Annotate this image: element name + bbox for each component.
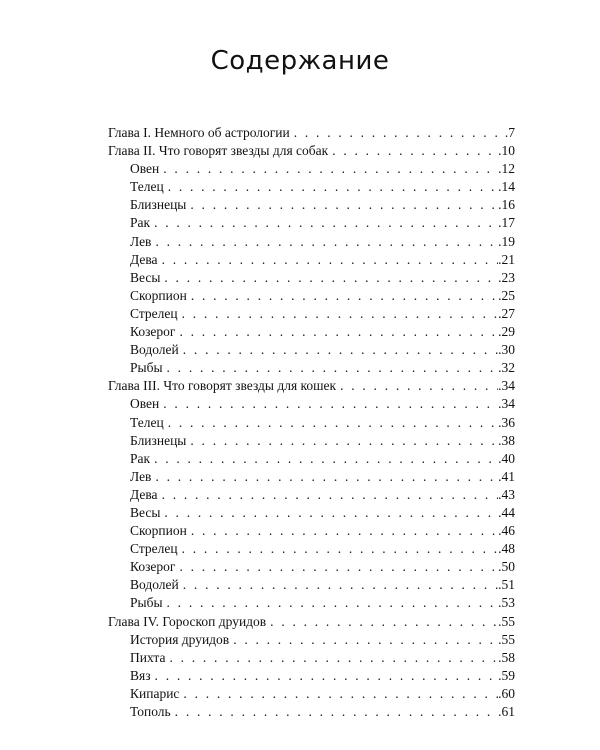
toc-entry-page: .12 [498,161,515,177]
toc-subentry [108,251,515,269]
toc-entry-page: .30 [498,342,515,358]
dot-leader [168,178,498,196]
dot-leader [332,142,498,160]
toc-subentry [108,468,515,486]
toc-entry-page: .32 [498,360,515,376]
toc-entry-label: Овен [130,396,160,412]
toc-entry-label: Овен [130,161,160,177]
dot-leader [294,124,505,142]
toc-subentry [108,576,515,594]
toc-entry-page: .10 [498,143,515,159]
toc-chapter [108,142,515,160]
toc-subentry [108,214,515,232]
toc-subentry [108,649,515,667]
toc-entry-page: .34 [498,378,515,394]
toc-entry-page: .34 [498,396,515,412]
toc-entry-page: .55 [498,631,515,647]
toc-entry-label: Вяз [130,667,151,683]
toc-entry-label: Дева [130,251,158,267]
toc-entry-label: Пихта [130,649,166,665]
dot-leader [190,432,498,450]
toc-entry-label: Стрелец [130,305,178,321]
toc-entry-page: .48 [498,541,515,557]
dot-leader [163,395,498,413]
toc-subentry [108,540,515,558]
dot-leader [164,504,498,522]
toc-entry-label: Рыбы [130,360,163,376]
dot-leader [168,414,498,432]
toc-entry-page: .29 [498,324,515,340]
toc-entry-page: .38 [498,432,515,448]
toc-entry-label: Рыбы [130,595,163,611]
toc-chapter [108,613,515,631]
toc-entry-label: Рак [130,215,151,231]
dot-leader [154,450,498,468]
toc-entry-label: Рак [130,450,151,466]
dot-leader [167,594,499,612]
toc-subentry [108,359,515,377]
dot-leader [183,685,498,703]
dot-leader [191,522,498,540]
toc-entry-page: .27 [498,305,515,321]
dot-leader [190,196,498,214]
toc-entry-page: .41 [498,468,515,484]
toc-entry-page: .36 [498,414,515,430]
toc-subentry [108,287,515,305]
toc-subentry [108,196,515,214]
toc-entry-label: Водолей [130,577,179,593]
toc-entry-page: .53 [498,595,515,611]
toc-entry-page: .16 [498,197,515,213]
toc-entry-label: Глава IV. Гороскоп друидов [108,613,267,629]
dot-leader [233,631,498,649]
toc-entry-label: Стрелец [130,541,178,557]
dot-leader [183,576,498,594]
dot-leader [162,251,499,269]
toc-entry-label: Дева [130,486,158,502]
toc-entry-page: .17 [498,215,515,231]
toc-entry-page: .43 [498,486,515,502]
dot-leader [270,613,498,631]
toc-entry-page: .14 [498,179,515,195]
toc-subentry [108,233,515,251]
table-of-contents [108,124,515,721]
toc-entry-page: .23 [498,269,515,285]
page-title: Содержание [210,46,390,76]
toc-entry-label: Лев [130,468,152,484]
dot-leader [179,323,498,341]
toc-entry-label: Кипарис [130,685,180,701]
toc-entry-page: .51 [498,577,515,593]
dot-leader [191,287,498,305]
dot-leader [154,214,498,232]
toc-entry-label: Глава III. Что говорят звезды для кошек [108,378,337,394]
toc-subentry [108,450,515,468]
toc-subentry [108,558,515,576]
toc-subentry [108,305,515,323]
dot-leader [182,540,499,558]
dot-leader [175,703,498,721]
toc-entry-label: Козерог [130,559,176,575]
toc-subentry [108,504,515,522]
dot-leader [183,341,498,359]
dot-leader [155,468,498,486]
dot-leader [163,160,498,178]
dot-leader [164,269,498,287]
toc-subentry [108,395,515,413]
toc-entry-label: Телец [130,414,164,430]
toc-entry-page: .58 [498,649,515,665]
toc-entry-label: Лев [130,233,152,249]
toc-subentry [108,631,515,649]
toc-subentry [108,703,515,721]
toc-entry-page: .25 [498,287,515,303]
toc-subentry [108,594,515,612]
toc-subentry [108,432,515,450]
toc-entry-page: .46 [498,523,515,539]
toc-subentry [108,685,515,703]
toc-entry-label: Тополь [130,704,171,719]
toc-entry-page: .50 [498,559,515,575]
dot-leader [162,486,499,504]
toc-entry-label: Близнецы [130,432,187,448]
dot-leader [169,649,498,667]
toc-subentry [108,323,515,341]
dot-leader [155,667,499,685]
toc-entry-label: Весы [130,504,161,520]
toc-subentry [108,160,515,178]
toc-entry-page: .40 [498,450,515,466]
toc-subentry [108,414,515,432]
toc-entry-page: .44 [498,504,515,520]
toc-entry-label: Глава II. Что говорят звезды для собак [108,143,329,159]
toc-entry-label: Скорпион [130,523,187,539]
toc-subentry [108,269,515,287]
toc-entry-label: Близнецы [130,197,187,213]
dot-leader [182,305,499,323]
toc-entry-page: .60 [498,685,515,701]
toc-entry-label: Козерог [130,324,176,340]
toc-entry-page: .19 [498,233,515,249]
toc-entry-page: .59 [498,667,515,683]
toc-entry-label: История друидов [130,631,230,647]
dot-leader [340,377,498,395]
toc-chapter [108,124,515,142]
toc-entry-label: Телец [130,179,164,195]
toc-entry-label: Глава I. Немного об астрологии [108,125,290,140]
toc-subentry [108,341,515,359]
toc-entry-label: Весы [130,269,161,285]
toc-subentry [108,178,515,196]
toc-chapter [108,377,515,395]
toc-entry-label: Скорпион [130,287,187,303]
dot-leader [167,359,499,377]
toc-subentry [108,522,515,540]
toc-subentry [108,667,515,685]
dot-leader [155,233,498,251]
toc-entry-page: .61 [498,704,515,719]
toc-entry-page: .55 [498,613,515,629]
toc-subentry [108,486,515,504]
toc-entry-label: Водолей [130,342,179,358]
toc-entry-page: .21 [498,251,515,267]
dot-leader [179,558,498,576]
toc-entry-page: .7 [504,125,515,140]
